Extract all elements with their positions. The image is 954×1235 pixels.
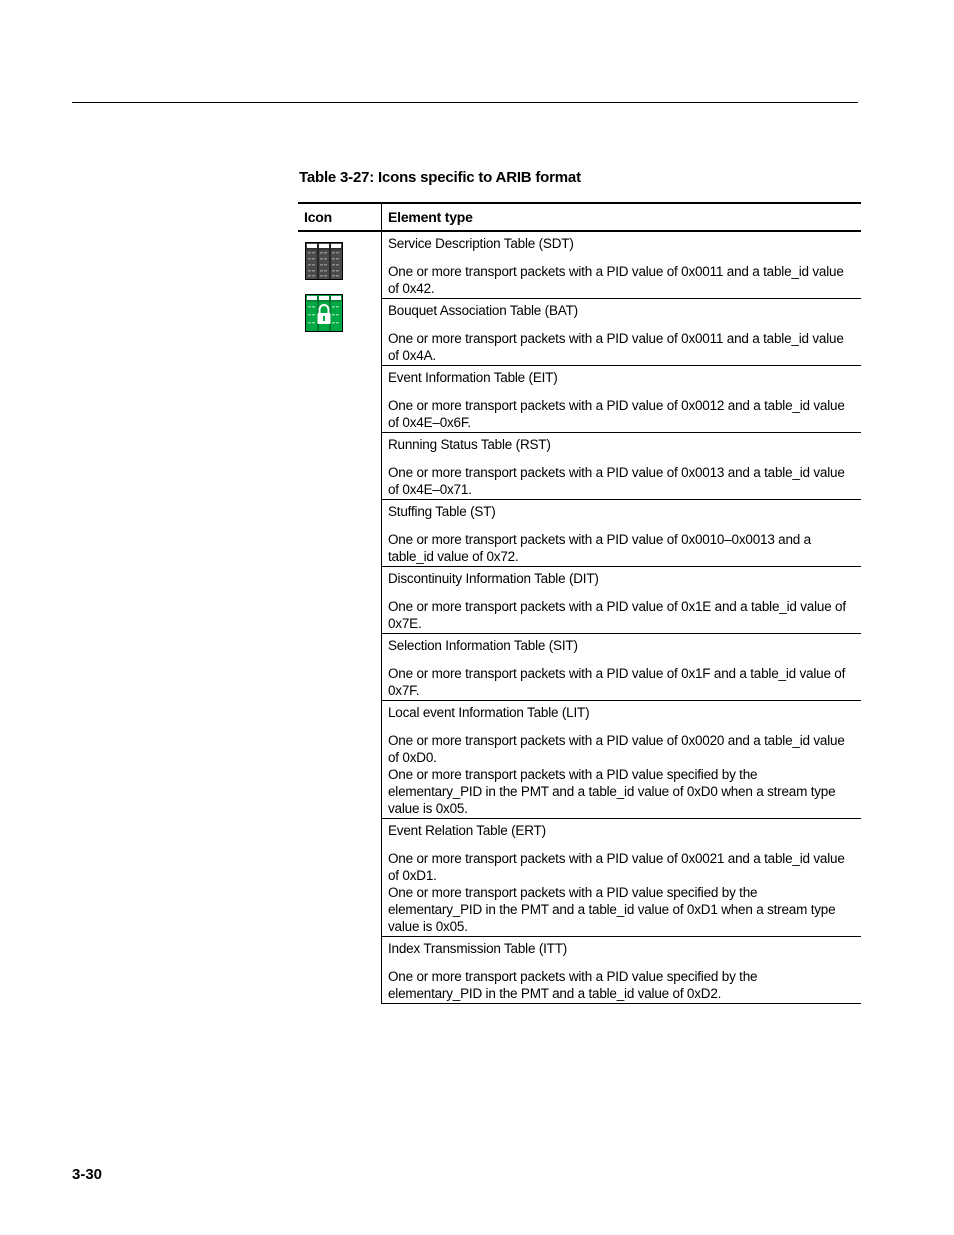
element-type-description: One or more transport packets with a PID value of 0x1E and a table_id value of 0x7E. [388, 599, 846, 631]
scrambled-table-lock-icon [305, 294, 343, 332]
table-row [298, 567, 861, 634]
table-row [298, 819, 861, 937]
element-type-description: One or more transport packets with a PID value of 0x0020 and a table_id value of 0xD0. [388, 733, 845, 765]
element-type-cell [382, 366, 862, 433]
icons-table-container [298, 202, 861, 1004]
element-type-cell [382, 634, 862, 701]
element-type-name: Event Information Table (EIT) [388, 370, 558, 385]
element-type-cell [382, 701, 862, 819]
table-row [298, 500, 861, 567]
element-type-description: One or more transport packets with a PID value specified by the elementary_PID in the PMT and a table_id value of 0xD2. [388, 969, 758, 1001]
icons-table [298, 202, 861, 1004]
table-row [298, 231, 861, 299]
element-type-description: One or more transport packets with a PID value of 0x0013 and a table_id value of 0x4E–0x71. [388, 465, 845, 497]
element-type-description-extra: One or more transport packets with a PID value specified by the elementary_PID in the PMT and a table_id value of 0xD1 when a stream type value is 0x05. [388, 885, 836, 934]
column-header-element-type: Element type [382, 203, 862, 231]
element-type-name: Running Status Table (RST) [388, 437, 551, 452]
table-caption: Table 3-27: Icons specific to ARIB format [299, 169, 581, 186]
element-type-cell [382, 937, 862, 1004]
element-type-name: Index Transmission Table (ITT) [388, 941, 568, 956]
element-type-cell [382, 819, 862, 937]
element-type-cell [382, 567, 862, 634]
element-type-description: One or more transport packets with a PID value of 0x0011 and a table_id value of 0x4A. [388, 331, 844, 363]
element-type-name: Bouquet Association Table (BAT) [388, 303, 578, 318]
table-row [298, 937, 861, 1004]
element-type-cell [382, 500, 862, 567]
table-header-row [298, 203, 861, 231]
header-rule [72, 102, 858, 103]
table-row [298, 366, 861, 433]
table-row [298, 433, 861, 500]
element-type-description: One or more transport packets with a PID value of 0x0011 and a table_id value of 0x42. [388, 264, 844, 296]
element-type-description: One or more transport packets with a PID value of 0x0021 and a table_id value of 0xD1. [388, 851, 845, 883]
icon-cell [298, 231, 382, 1004]
table-grid-icon [305, 242, 343, 280]
table-row [298, 634, 861, 701]
element-type-description: One or more transport packets with a PID value of 0x1F and a table_id value of 0x7F. [388, 666, 846, 698]
element-type-description: One or more transport packets with a PID value of 0x0012 and a table_id value of 0x4E–0x6F. [388, 398, 845, 430]
element-type-name: Service Description Table (SDT) [388, 236, 574, 251]
element-type-name: Discontinuity Information Table (DIT) [388, 571, 599, 586]
element-type-name: Stuffing Table (ST) [388, 504, 496, 519]
element-type-cell [382, 433, 862, 500]
element-type-description-extra: One or more transport packets with a PID value specified by the elementary_PID in the PMT and a table_id value of 0xD0 when a stream type value is 0x05. [388, 767, 836, 816]
element-type-description: One or more transport packets with a PID value of 0x0010–0x0013 and a table_id value of 0x72. [388, 532, 811, 564]
element-type-name: Local event Information Table (LIT) [388, 705, 590, 720]
element-type-name: Event Relation Table (ERT) [388, 823, 546, 838]
table-row [298, 299, 861, 366]
element-type-cell [382, 299, 862, 366]
element-type-name: Selection Information Table (SIT) [388, 638, 578, 653]
page-number: 3-30 [72, 1166, 103, 1183]
element-type-cell [382, 231, 862, 299]
column-header-icon: Icon [298, 203, 382, 231]
table-row [298, 701, 861, 819]
